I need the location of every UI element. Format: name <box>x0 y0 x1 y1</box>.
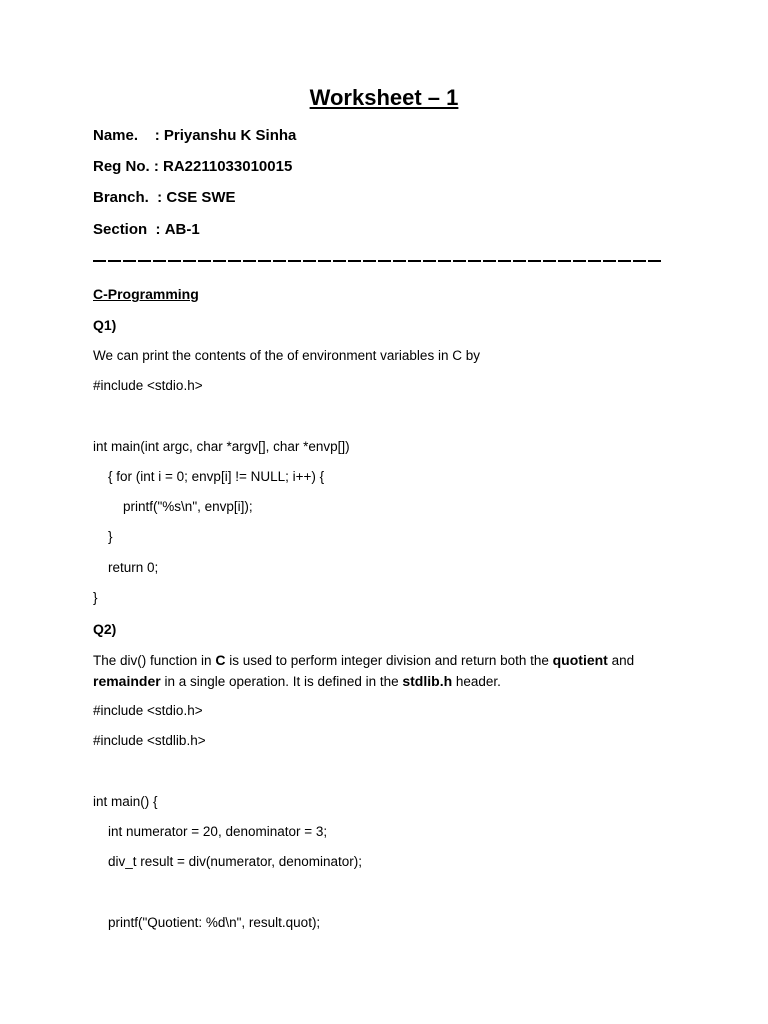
separator-dash <box>588 260 601 262</box>
separator-dash <box>183 260 196 262</box>
q2-intro-text: The div() function in <box>93 653 216 668</box>
q2-code-line: div_t result = div(numerator, denominator); <box>93 854 362 869</box>
q1-code-line: } <box>93 590 98 605</box>
q2-intro-bold: stdlib.h <box>402 673 453 689</box>
separator-dash <box>93 260 106 262</box>
q2-label: Q2) <box>93 621 117 637</box>
q1-code-line: } <box>93 529 113 544</box>
separator-dash <box>393 260 406 262</box>
separator-dash <box>138 260 151 262</box>
separator-dash <box>333 260 346 262</box>
branch-label: Branch. : <box>93 189 167 206</box>
reg-no-value: RA2211033010015 <box>163 158 293 175</box>
q1-code-line: #include <stdio.h> <box>93 378 203 393</box>
separator-dash <box>453 260 466 262</box>
branch-value: CSE SWE <box>166 189 236 206</box>
separator-dash <box>108 260 121 262</box>
q1-code-line: return 0; <box>93 560 159 575</box>
separator-dash <box>198 260 211 262</box>
branch-field <box>93 189 236 207</box>
separator-dash <box>123 260 136 262</box>
q2-intro-bold: C <box>215 652 226 668</box>
separator-dash <box>423 260 436 262</box>
section-value: AB-1 <box>164 221 200 238</box>
page-title: Worksheet – 1 <box>309 85 459 110</box>
q2-code-line: printf("Quotient: %d\n", result.quot); <box>93 915 321 930</box>
separator-dash <box>243 260 256 262</box>
separator-dash <box>498 260 511 262</box>
separator-dash <box>438 260 451 262</box>
separator-dash <box>483 260 496 262</box>
name-field <box>93 127 296 145</box>
q1-label: Q1) <box>93 317 117 333</box>
q1-code-line: printf("%s\n", envp[i]); <box>93 499 253 514</box>
separator-dash <box>348 260 361 262</box>
q2-intro-text: and <box>607 653 635 668</box>
separator-dash <box>633 260 646 262</box>
section-heading: C-Programming <box>93 286 199 302</box>
q2-code-line: int numerator = 20, denominator = 3; <box>93 824 328 839</box>
separator-dash <box>363 260 376 262</box>
separator-dash <box>558 260 571 262</box>
q1-code-line: { for (int i = 0; envp[i] != NULL; i++) { <box>93 469 325 484</box>
separator-dash <box>468 260 481 262</box>
separator-dash <box>378 260 391 262</box>
separator-dash <box>228 260 241 262</box>
separator-dash <box>153 260 166 262</box>
separator-dash <box>618 260 631 262</box>
separator-dash <box>543 260 556 262</box>
q2-intro-line-1 <box>93 651 634 670</box>
q1-intro: We can print the contents of the of environment variables in C by <box>93 348 480 363</box>
separator-dash <box>528 260 541 262</box>
q2-intro-text: is used to perform integer division and return both the <box>225 653 553 668</box>
q2-intro-line-2 <box>93 672 501 691</box>
separator-dash <box>513 260 526 262</box>
section-label: Section : <box>93 221 165 238</box>
separator-dash <box>213 260 226 262</box>
q2-code-line: #include <stdlib.h> <box>93 733 206 748</box>
q2-intro-text: header. <box>452 674 501 689</box>
separator-rule <box>93 260 669 263</box>
q1-code-line: int main(int argc, char *argv[], char *envp[]) <box>93 439 350 454</box>
separator-dash <box>318 260 331 262</box>
separator-dash <box>648 260 661 262</box>
separator-dash <box>303 260 316 262</box>
q2-code-line: #include <stdio.h> <box>93 703 203 718</box>
reg-no-label: Reg No. : <box>93 158 163 175</box>
separator-dash <box>273 260 286 262</box>
separator-dash <box>408 260 421 262</box>
separator-dash <box>288 260 301 262</box>
q2-intro-bold: quotient <box>552 652 608 668</box>
section-field <box>93 221 200 239</box>
q2-code-line: int main() { <box>93 794 158 809</box>
name-value: Priyanshu K Sinha <box>163 127 297 144</box>
separator-dash <box>573 260 586 262</box>
q2-intro-bold: remainder <box>93 673 161 689</box>
separator-dash <box>258 260 271 262</box>
name-label: Name. : <box>93 127 164 144</box>
separator-dash <box>168 260 181 262</box>
q2-intro-text: in a single operation. It is defined in the <box>160 674 403 689</box>
reg-no-field <box>93 158 292 176</box>
separator-dash <box>603 260 616 262</box>
